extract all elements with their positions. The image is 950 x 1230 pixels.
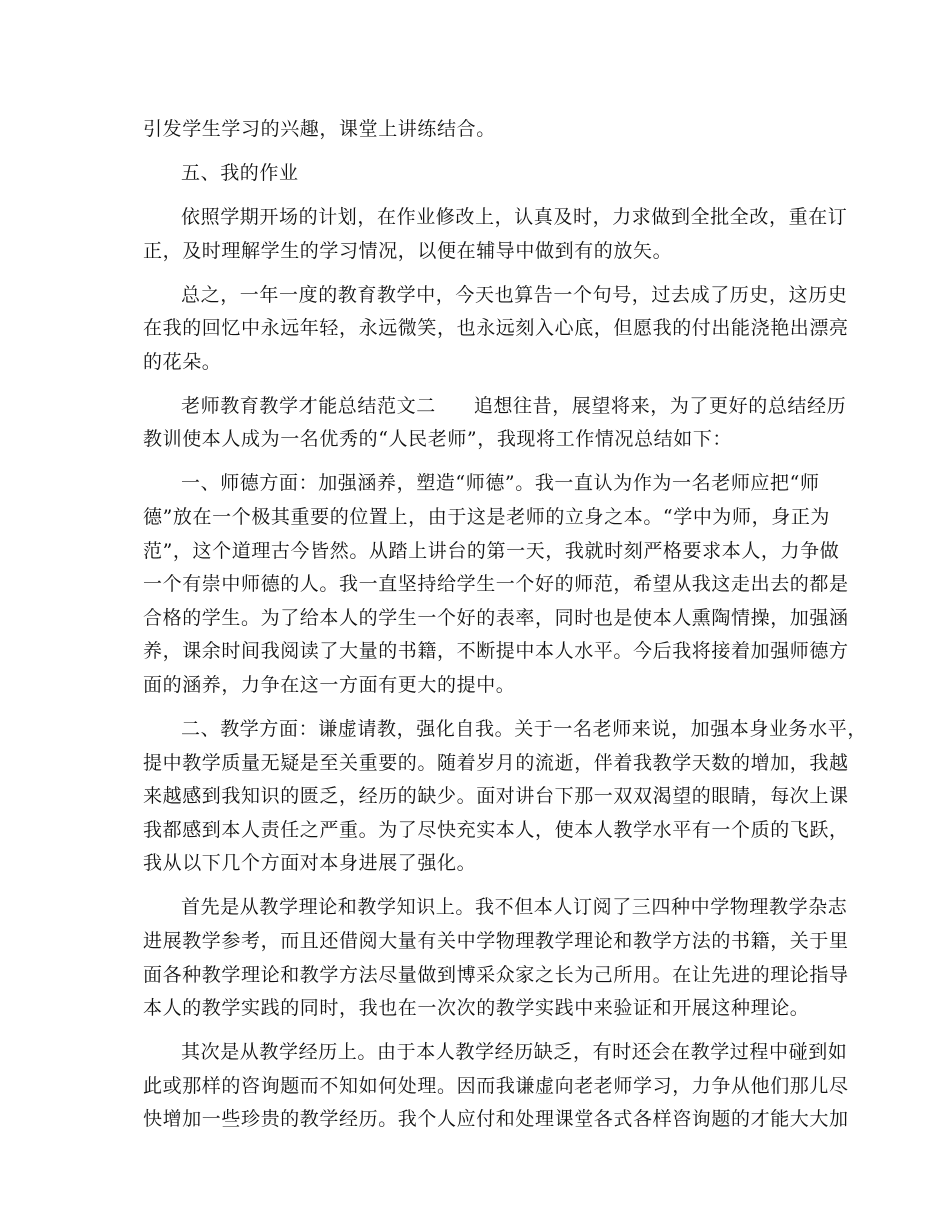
line-text: 面各种教学理论和教学方法尽量做到博采众家之长为己所用。在让先进的理论指导	[143, 963, 849, 986]
line-text: 二、教学方面：谦虚请教，强化自我。关于一名老师来说，加强本身业务水平，	[181, 718, 868, 740]
paragraph-line	[143, 780, 849, 813]
line-text: 本人的教学实践的同时，我也在一次次的教学实践中来验证和开展这种理论。	[143, 997, 810, 1020]
line-text: 来越感到我知识的匮乏，经历的缺少。面对讲台下那一双双渴望的眼睛，每次上课	[143, 785, 849, 808]
paragraph-line	[143, 1103, 849, 1136]
paragraph-line	[143, 847, 476, 880]
paragraph-line	[143, 925, 849, 958]
line-text: 追想往昔，展望将来，为了更好的总结经历	[473, 394, 847, 417]
paragraph-line	[143, 346, 221, 379]
line-text: 引发学生学习的兴趣，课堂上讲练结合。	[143, 118, 496, 140]
paragraph-line	[143, 535, 839, 568]
line-text: 一、师德方面：加强涵养，塑造“师德”。我一直认为作为一名老师应把“师	[181, 472, 820, 495]
paragraph-line	[143, 501, 830, 534]
paragraph-line	[143, 747, 849, 780]
line-text: 在我的回忆中永远年轻，永远微笑，也永远刻入心底，但愿我的付出能浇艳出漂亮	[143, 317, 849, 340]
paragraph-line	[143, 635, 849, 668]
line-text: 教训使本人成为一名优秀的“人民老师”，我现将工作情况总结如下：	[143, 428, 733, 451]
line-text: 的花朵。	[143, 350, 222, 373]
line-text: 首先是从教学理论和教学知识上。我不但本人订阅了三四种中学物理教学杂志	[181, 896, 848, 919]
line-text: 合格的学生。为了给本人的学生一个好的表率，同时也是使本人熏陶情操，加强涵	[143, 606, 849, 629]
line-text: 其次是从教学经历上。由于本人教学经历缺乏，有时还会在教学过程中碰到如	[181, 1041, 848, 1064]
paragraph-line	[143, 113, 496, 146]
line-text: 进展教学参考，而且还借阅大量有关中学物理教学理论和教学方法的书籍，关于里	[143, 930, 849, 952]
paragraph-line	[143, 423, 732, 456]
paragraph-line	[143, 312, 849, 345]
paragraph-line	[143, 157, 299, 190]
paragraph-line	[143, 1070, 849, 1103]
line-text: 德”放在一个极其重要的位置上，由于这是老师的立身之本。“学中为师，身正为	[143, 506, 831, 528]
line-text: 面的涵养，力争在这一方面有更大的提中。	[143, 674, 516, 696]
paragraph-line	[143, 201, 847, 234]
paragraph-line-with-heading	[143, 390, 846, 423]
line-text: 养，课余时间我阅读了大量的书籍，不断提中本人水平。今后我将接着加强师德方	[143, 640, 849, 663]
line-text: 快增加一些珍贵的教学经历。我个人应付和处理课堂各式各样咨询题的才能大大加	[143, 1108, 849, 1131]
line-text: 此或那样的咨询题而不知如何处理。因而我谦虚向老老师学习，力争从他们那儿尽	[143, 1074, 849, 1097]
line-text: 我都感到本人责任之严重。为了尽快充实本人，使本人教学水平有一个质的飞跃，	[143, 818, 849, 841]
paragraph-line	[143, 669, 515, 702]
paragraph-line	[143, 992, 809, 1025]
paragraph-line	[143, 713, 867, 746]
line-text: 一个有崇中师德的人。我一直坚持给学生一个好的师范，希望从我这走出去的都是	[143, 573, 849, 596]
paragraph-line	[143, 279, 847, 312]
section-heading-text: 老师教育教学才能总结范文二	[181, 394, 436, 417]
line-text: 依照学期开场的计划，在作业修改上，认真及时，力求做到全批全改，重在订	[181, 206, 848, 228]
paragraph-line	[143, 568, 849, 601]
paragraph-line	[143, 814, 849, 847]
line-text: 我从以下几个方面对本身进展了强化。	[143, 852, 477, 875]
paragraph-line	[143, 602, 849, 635]
line-text: 正，及时理解学生的学习情况，以便在辅导中做到有的放矢。	[143, 239, 673, 262]
paragraph-line	[143, 1036, 847, 1069]
line-text: 范”，这个道理古今皆然。从踏上讲台的第一天，我就时刻严格要求本人，力争做	[143, 539, 840, 562]
paragraph-line	[143, 959, 849, 992]
line-text: 提中教学质量无疑是至关重要的。随着岁月的流逝，伴着我教学天数的增加，我越	[143, 751, 849, 774]
line-text: 总之，一年一度的教育教学中，今天也算告一个句号，过去成了历史，这历史	[181, 283, 848, 306]
paragraph-line	[143, 235, 672, 268]
paragraph-line	[143, 891, 847, 924]
paragraph-line	[143, 467, 820, 500]
line-text: 五、我的作业	[181, 162, 299, 184]
